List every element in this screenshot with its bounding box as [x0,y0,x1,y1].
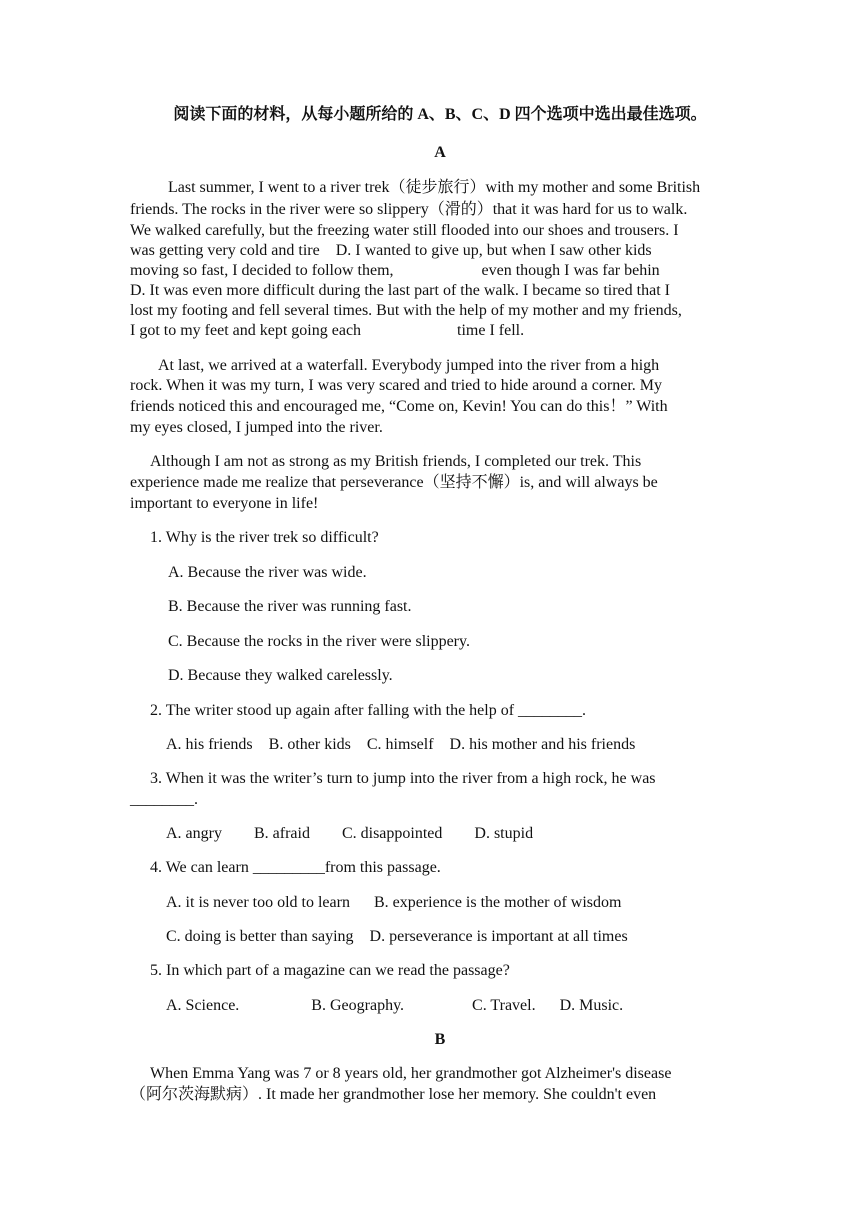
question-2-stem: 2. The writer stood up again after falling with the help of ________. [150,702,587,719]
passage-a-p3-line1: Although I am not as strong as my British friends, I completed our trek. This [150,453,642,470]
passage-a-p1-line5: moving so fast, I decided to follow them, even though I was far behin [130,262,660,279]
question-1-option-d: D. Because they walked carelessly. [168,667,393,684]
question-1-option-b: B. Because the river was running fast. [168,598,412,615]
passage-b-heading: B [434,1031,446,1048]
question-1-stem: 1. Why is the river trek so difficult? [150,529,379,546]
question-2-options: A. his friends B. other kids C. himself D. his mother and his friends [166,736,636,753]
passage-a-p3-line2: experience made me realize that perseverance（坚持不懈）is, and will always be [130,474,658,491]
passage-a-p1-line8: I got to my feet and kept going each time I fell. [130,322,525,339]
instruction-heading: 阅读下面的材料，从每小题所给的 A、B、C、D 四个选项中选出最佳选项。 [173,106,707,123]
question-4-options-row1: A. it is never too old to learn B. experience is the mother of wisdom [166,894,622,911]
question-3-stem-blank: ________. [130,791,198,808]
passage-a-p1-line3: We walked carefully, but the freezing water still flooded into our shoes and trousers. I [130,222,679,239]
passage-a-p2-line1: At last, we arrived at a waterfall. Everybody jumped into the river from a high [158,357,660,374]
passage-a-p2-line4: my eyes closed, I jumped into the river. [130,419,383,436]
passage-a-p1-line4: was getting very cold and tire D. I wanted to give up, but when I saw other kids [130,242,652,259]
passage-a-p3-line3: important to everyone in life! [130,495,319,512]
passage-a-p1-line2: friends. The rocks in the river were so slippery（滑的）that it was hard for us to walk. [130,201,688,218]
question-3-options: A. angry B. afraid C. disappointed D. stupid [166,825,534,842]
passage-a-p2-line3: friends noticed this and encouraged me, “Come on, Kevin! You can do this！” With [130,398,668,415]
passage-a-p1-line7: lost my footing and fell several times. But with the help of my mother and my friends, [130,302,682,319]
question-1-option-a: A. Because the river was wide. [168,564,367,581]
passage-a-p2-line2: rock. When it was my turn, I was very scared and tried to hide around a corner. My [130,377,662,394]
question-1-option-c: C. Because the rocks in the river were slippery. [168,633,470,650]
question-5-stem: 5. In which part of a magazine can we read the passage? [150,962,510,979]
question-3-stem: 3. When it was the writer’s turn to jump into the river from a high rock, he was [150,770,656,787]
question-4-stem: 4. We can learn _________from this passage. [150,859,441,876]
passage-a-heading: A [434,144,446,161]
question-4-options-row2: C. doing is better than saying D. perseverance is important at all times [166,928,628,945]
passage-b-line2: （阿尔茨海默病）. It made her grandmother lose her memory. She couldn't even [130,1086,657,1103]
question-5-options: A. Science. B. Geography. C. Travel. D. Music. [166,997,624,1014]
passage-a-p1-line1: Last summer, I went to a river trek（徒步旅行）with my mother and some British [168,179,701,196]
passage-a-p1-line6: D. It was even more difficult during the last part of the walk. I became so tired that I [130,282,670,299]
passage-b-line1: When Emma Yang was 7 or 8 years old, her grandmother got Alzheimer's disease [150,1065,672,1082]
